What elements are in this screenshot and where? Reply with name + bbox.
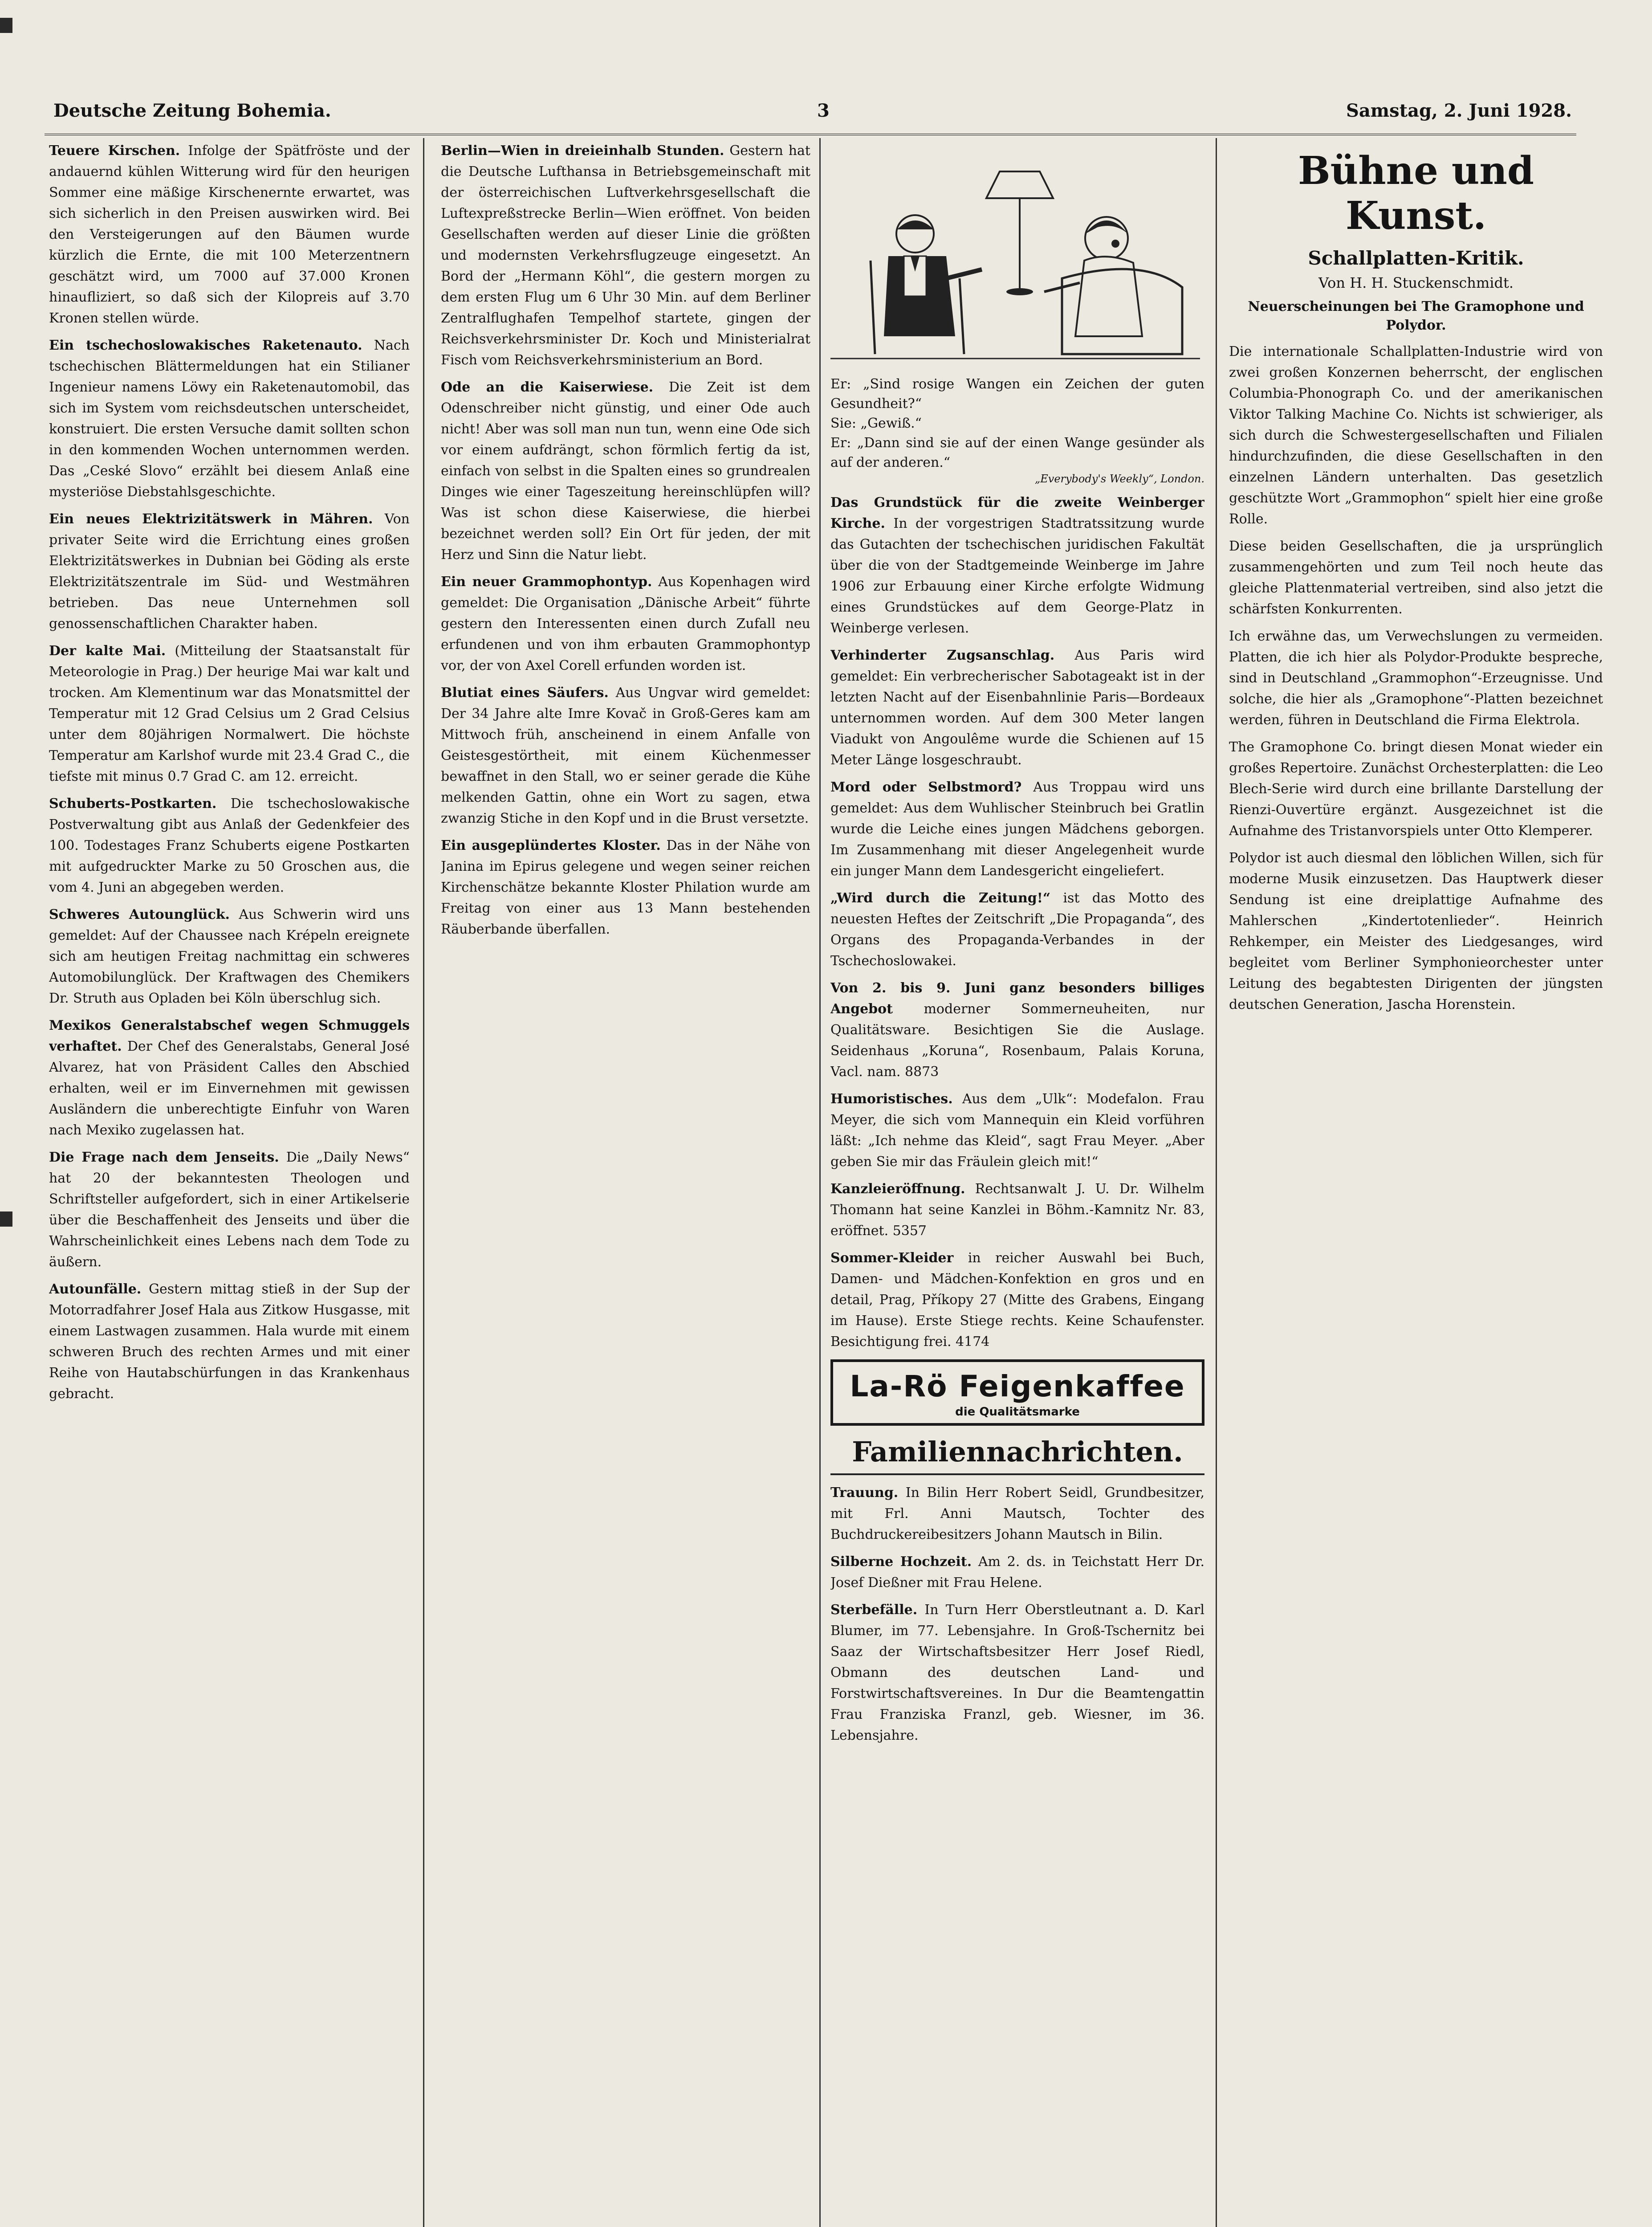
header-rule: [45, 134, 1576, 135]
family-item: [830, 1599, 1204, 1746]
article-text: Am 2. ds. in Teichstatt Herr Dr. Josef Dießner mit Frau Helene.: [830, 1554, 1204, 1591]
caption-line: Er: „Dann sind sie auf der einen Wange gesünder als auf der anderen.“: [830, 435, 1204, 470]
article-paragraph: Diese beiden Gesellschaften, die ja ursprünglich zusammengehörten und zum Teil noch heute das gleiche Plattenmaterial vertreiben, sind also jetzt die schärfsten Konkurrenten.: [1229, 538, 1603, 617]
advertisement: [830, 978, 1204, 1082]
article-text: Gestern mittag stieß in der Sup der Motorradfahrer Josef Hala aus Zitkow Husgasse, mit einem Lastwagen zusammen. Hala wurde mit einem schweren Bruch des rechten Armes und mit einer Reihe von Hautabschürfungen in das Krankenhaus gebracht.: [49, 1281, 410, 1402]
article-headline: Ode an die Kaiserwiese.: [441, 379, 654, 395]
article-headline: Sommer-Kleider: [830, 1250, 954, 1266]
article: [49, 793, 410, 898]
article-headline: Berlin—Wien in dreieinhalb Stunden.: [441, 143, 724, 159]
article: [49, 140, 410, 329]
article: [441, 682, 810, 829]
article-text: Aus Ungvar wird gemeldet: Der 34 Jahre alte Imre Kovač in Groß-Geres kam am Mittwoch früh, anscheinend in einem Anfalle von Geistesgestörtheit, mit einem Küchenmesser bewaffnet in den Stall, wo er seiner gerade die Kühe melkenden Gattin, ohne ein Wort zu sagen, etwa zwanzig Stiche in den Kopf und in die Brust versetzte.: [441, 685, 810, 826]
article-text: (Mitteilung der Staatsanstalt für Meteorologie in Prag.) Der heurige Mai war kalt und trocken. Am Klementinum war das Monatsmittel der Temperatur mit 12 Grad Celsius um 2 Grad Celsius unter dem 80jährigen Normalwert. Die höchste Temperatur am Karlshof wurde mit 23.4 Grad C., die tiefste mit minus 0.7 Grad C. am 12. erreicht.: [49, 643, 410, 784]
article-title: Schallplatten-Kritik.: [1308, 247, 1524, 269]
article: [830, 888, 1204, 971]
article: [49, 640, 410, 787]
article-text: Infolge der Spätfröste und der andauernd kühlen Witterung wird für den heurigen Sommer eine mäßige Kirschenernte erwartet, was sich sicherlich in den Preisen auswirken wird. Bei den Versteigerungen auf den Bäumen wurde kürzlich die Ernte, die mit 100 Meterzentnern geschätzt wird, um 7000 auf 37.000 Kronen hinaufliziert, so daß sich der Kilopreis auf 3.70 Kronen stellen würde.: [49, 143, 410, 326]
article-paragraph: Die internationale Schallplatten-Industrie wird von zwei großen Konzernen beherrscht, der englischen Columbia-Phonograph Co. und der amerikanischen Viktor Talking Machine Co. Nichts ist schwieriger, als sich durch die Schwestergesellschaften und Filialen hindurchzufinden, die diese Gesellschaften in den einzelnen Ländern unterhalten. Das gesetzlich geschützte Wort „Grammophon“ spielt hier eine große Rolle.: [1229, 344, 1603, 527]
article-text: Gestern hat die Deutsche Lufthansa in Betriebsgemeinschaft mit der österreichischen Luftverkehrsgesellschaft die Luftexpreßstrecke Berlin—Wien eröffnet. Von beiden Gesellschaften werden auf dieser Linie die größten und modernsten Verkehrsflugzeuge eingesetzt. An Bord der „Hermann Köhl“, die gestern morgen zu dem ersten Flug um 6 Uhr 30 Min. auf dem Berliner Zentralflughafen Tempelhof startete, gingen der Reichsverkehrsminister Dr. Koch und Ministerialrat Fisch vom Reichsverkehrsministerium an Bord.: [441, 143, 810, 368]
article-text: Aus Kopenhagen wird gemeldet: Die Organisation „Dänische Arbeit“ führte gestern den Interessenten einen durch Zufall neu erfundenen und von ihm erbauten Grammophontyp vor, der von Axel Corell erfunden worden ist.: [441, 574, 810, 673]
author-byline: Von H. H. Stuckenschmidt.: [1318, 274, 1514, 291]
article-subheading: Neuerscheinungen bei The Gramophone und Polydor.: [1248, 299, 1584, 333]
advertisement: [830, 1248, 1204, 1352]
article-text: Die Zeit ist dem Odenschreiber nicht günstig, und einer Ode auch nicht! Aber was soll man nun tun, wenn eine Ode sich vor einem aufdrängt, schon förmlich fertig da ist, einfach von selbst in die Spalten eines so grundrealen Dinges wie einer Tageszeitung hereinschlüpfen will? Was ist schon diese Kaiserwiese, die hierbei bezeichnet werden soll? Ein Ort für jeden, der mit Herz und Sinn die Natur liebt.: [441, 379, 810, 563]
article-headline: Verhinderter Zugsanschlag.: [830, 648, 1055, 663]
article-text: Nach tschechischen Blättermeldungen hat ein Stilianer Ingenieur namens Löwy ein Raketenautomobil, das sich im System vom reichsdeutschen unterscheidet, konstruiert. Die ersten Versuche damit sollten schon in den kommenden Wochen unternommen werden. Das „Ceské Slovo“ erzählt bei diesem Anlaß eine mysteriöse Diebstahlsgeschichte.: [49, 338, 410, 500]
article-headline: Von 2. bis 9. Juni ganz besonders billiges Angebot: [830, 980, 1204, 1017]
article-headline: Ein ausgeplündertes Kloster.: [441, 838, 661, 853]
cartoon-credit: „Everybody's Weekly“, London.: [1034, 473, 1204, 485]
column-rule-1: [423, 138, 424, 2227]
article: [441, 140, 810, 371]
article-text: Aus Schwerin wird uns gemeldet: Auf der Chaussee nach Krépeln ereignete sich am heutigen Freitag nachmittag ein schweres Automobilunglück. Der Kraftwagen des Chemikers Dr. Struth aus Opladen bei Köln überschlug sich.: [49, 907, 410, 1006]
article-text: Der Chef des Generalstabs, General José Alvarez, hat von Präsident Calles den Abschied erhalten, weil er im Einvernehmen mit gewissen Ausländern die unberechtigte Einfuhr von Waren nach Mexiko zugelassen hat.: [49, 1039, 410, 1138]
article: [49, 1279, 410, 1404]
page-header: [53, 100, 1572, 127]
article-text: in reicher Auswahl bei Buch, Damen- und Mädchen-Konfektion en gros und en detail, Prag, Příkopy 27 (Mitte des Grabens, Eingang im Hause). Erste Stiege rechts. Keine Schaufenster. Besichtigung frei. 4174: [830, 1250, 1204, 1350]
caption-line: Er: „Sind rosige Wangen ein Zeichen der guten Gesundheit?“: [830, 376, 1204, 412]
caption-line: Sie: „Gewiß.“: [830, 416, 922, 431]
article-paragraph: Polydor ist auch diesmal den löblichen Willen, sich für moderne Musik einzusetzen. Das Hauptwerk dieser Sendung ist eine dreiplattige Aufnahme des Mahlerschen „Kindertotenlieder“. Heinrich Rehkemper, ein Meister des Liedgesanges, wird begleitet vom Berliner Symphonieorchester unter Leitung des begabtesten Dirigenten der jüngsten deutschen Generation, Jascha Horenstein.: [1229, 850, 1603, 1012]
article-headline: Schweres Autounglück.: [49, 907, 230, 922]
article: [49, 335, 410, 502]
article-text: Die „Daily News“ hat 20 der bekanntesten Theologen und Schriftsteller aufgefordert, sich in einer Artikelserie über die Beschaffenheit des Jenseits und über die Wahrscheinlichkeit eines Lebens nach dem Tode zu äußern.: [49, 1150, 410, 1270]
article-text: In Turn Herr Oberstleutnant a. D. Karl Blumer, im 77. Lebensjahre. In Groß-Tschernitz bei Saaz der Wirtschaftsbesitzer Herr Josef Riedl, Obmann des deutschen Land- und Forstwirtschaftsvereines. In Dur die Beamtengattin Frau Franziska Franzl, geb. Wiesner, im 36. Lebensjahre.: [830, 1602, 1204, 1743]
article-headline: Ein neues Elektrizitätswerk in Mähren.: [49, 511, 373, 527]
article-headline: Autounfälle.: [49, 1281, 142, 1297]
article-headline: „Wird durch die Zeitung!“: [830, 890, 1051, 906]
article-text: Das in der Nähe von Janina im Epirus gelegene und wegen seiner reichen Kirchenschätze bekannte Kloster Philation wurde am Freitag von einer aus 13 Mann bestehenden Räuberbande überfallen.: [441, 838, 810, 937]
article-headline: Mord oder Selbstmord?: [830, 779, 1022, 795]
ad-tagline: die Qualitätsmarke: [955, 1405, 1080, 1419]
family-news-title: Familiennachrichten.: [830, 1436, 1204, 1475]
article-headline: Sterbefälle.: [830, 1602, 918, 1618]
family-item: [830, 1482, 1204, 1545]
article: [441, 571, 810, 676]
coffee-advertisement: [830, 1359, 1204, 1426]
article-headline: Die Frage nach dem Jenseits.: [49, 1150, 279, 1165]
cartoon-illustration: [830, 145, 1200, 372]
article-text: Aus Paris wird gemeldet: Ein verbrecherischer Sabotageakt ist in der letzten Nacht auf der Eisenbahnlinie Paris—Bordeaux unternommen worden. Auf dem 300 Meter langen Viadukt von Angoulême wurde die Schienen auf 15 Meter Länge losgeschraubt.: [830, 648, 1204, 768]
article: [49, 1147, 410, 1273]
article-headline: Das Grundstück für die zweite Weinberger Kirche.: [830, 495, 1204, 531]
article-text: In der vorgestrigen Stadtratssitzung wurde das Gutachten der tschechischen juridischen Fakultät über die von der Stadtgemeinde Weinberge im Jahre 1906 zur Erbauung einer Kirche erfolgte Widmung eines Grundstückes auf dem George-Platz in Weinberge verlesen.: [830, 516, 1204, 636]
column-rule-2: [819, 138, 821, 2227]
article-headline: Humoristisches.: [830, 1091, 953, 1107]
cartoon-caption: [830, 375, 1204, 473]
article-paragraph: The Gramophone Co. bringt diesen Monat wieder ein großes Repertoire. Zunächst Orchesterplatten: die Leo Blech-Serie wird durch eine brillante Darstellung der Rienzi-Ouvertüre ergänzt. Ausgezeichnet ist die Aufnahme des Tristanvorspiels unter Otto Klemperer.: [1229, 739, 1603, 839]
article: [441, 835, 810, 940]
column-2: [441, 140, 810, 2227]
family-item: [830, 1551, 1204, 1593]
section-title: Bühne und Kunst.: [1298, 148, 1534, 238]
article: [441, 377, 810, 565]
article: [49, 904, 410, 1009]
article: [49, 509, 410, 634]
article-headline: Ein neuer Grammophontyp.: [441, 574, 652, 590]
article-text: ist das Motto des neuesten Heftes der Zeitschrift „Die Propaganda“, des Organs des Propaganda-Verbandes in der Tschechoslowakei.: [830, 890, 1204, 969]
issue-date: Samstag, 2. Juni 1928.: [1346, 100, 1572, 121]
page-number: 3: [817, 100, 830, 121]
scan-edge-mark: [0, 18, 12, 33]
article-text: Die tschechoslowakische Postverwaltung gibt aus Anlaß der Gedenkfeier des 100. Todestages Franz Schuberts eigene Postkarten mit aufgedruckter Marke zu 50 Groschen aus, die vom 4. Juni an abgegeben werden.: [49, 796, 410, 895]
scan-edge-mark: [0, 1211, 12, 1227]
article: [49, 1015, 410, 1141]
article: [830, 1089, 1204, 1172]
article: [830, 492, 1204, 639]
article-headline: Ein tschechoslowakisches Raketenauto.: [49, 338, 362, 353]
article-headline: Silberne Hochzeit.: [830, 1554, 972, 1570]
newspaper-name: Deutsche Zeitung Bohemia.: [53, 100, 331, 121]
column-rule-3: [1216, 138, 1217, 2227]
article-headline: Mexikos Generalstabschef wegen Schmuggels verhaftet.: [49, 1018, 410, 1054]
article-text: In Bilin Herr Robert Seidl, Grundbesitzer, mit Frl. Anni Mautsch, Tochter des Buchdruckereibesitzers Johann Mautsch in Bilin.: [830, 1485, 1204, 1542]
article-text: moderner Sommerneuheiten, nur Qualitätsware. Besichtigen Sie die Auslage. Seidenhaus „Koruna“, Rosenbaum, Palais Koruna, Vacl. nam. 8873: [830, 1001, 1204, 1080]
column-1: [49, 140, 410, 2227]
article-headline: Teuere Kirschen.: [49, 143, 180, 159]
article: [830, 645, 1204, 771]
article-headline: Schuberts-Postkarten.: [49, 796, 217, 812]
article-text: Aus Troppau wird uns gemeldet: Aus dem Wuhlischer Steinbruch bei Gratlin wurde die Leiche eines jungen Mädchens geborgen. Im Zusammenhang mit dieser Angelegenheit wurde ein junger Mann dem Landesgericht eingeliefert.: [830, 779, 1204, 879]
column-4: [1229, 140, 1603, 2227]
article-text: Rechtsanwalt J. U. Dr. Wilhelm Thomann hat seine Kanzlei in Böhm.-Kamnitz Nr. 83, eröffnet. 5357: [830, 1181, 1204, 1239]
article-text: Von privater Seite wird die Errichtung eines großen Elektrizitätswerkes in Dubnian bei Göding als erste Elektrizitätszentrale im Süd- und Westmähren betrieben. Das neue Unternehmen soll genossenschaftlichen Charakter haben.: [49, 511, 410, 632]
article-headline: Trauung.: [830, 1485, 899, 1501]
column-3: [830, 140, 1204, 2227]
cartoon-drawing: [830, 145, 1200, 372]
advertisement: [830, 1179, 1204, 1241]
ad-brand: La-Rö Feigenkaffee: [850, 1369, 1185, 1403]
article-headline: Der kalte Mai.: [49, 643, 166, 659]
article: [830, 777, 1204, 881]
article-text: Aus dem „Ulk“: Modefalon. Frau Meyer, die sich vom Mannequin ein Kleid vorführen läßt: „Ich nehme das Kleid“, sagt Frau Meyer. „Aber geben Sie mir das Fräulein gleich mit!“: [830, 1091, 1204, 1170]
article-paragraph: Ich erwähne das, um Verwechslungen zu vermeiden. Platten, die ich hier als Polydor-Produkte bespreche, sind in Deutschland „Grammophon“-Erzeugnisse. Und solche, die hier als „Gramophone“-Platten bezeichnet werden, führen in Deutschland die Firma Elektrola.: [1229, 628, 1603, 728]
article-headline: Blutiat eines Säufers.: [441, 685, 609, 701]
article-headline: Kanzleieröffnung.: [830, 1181, 965, 1197]
